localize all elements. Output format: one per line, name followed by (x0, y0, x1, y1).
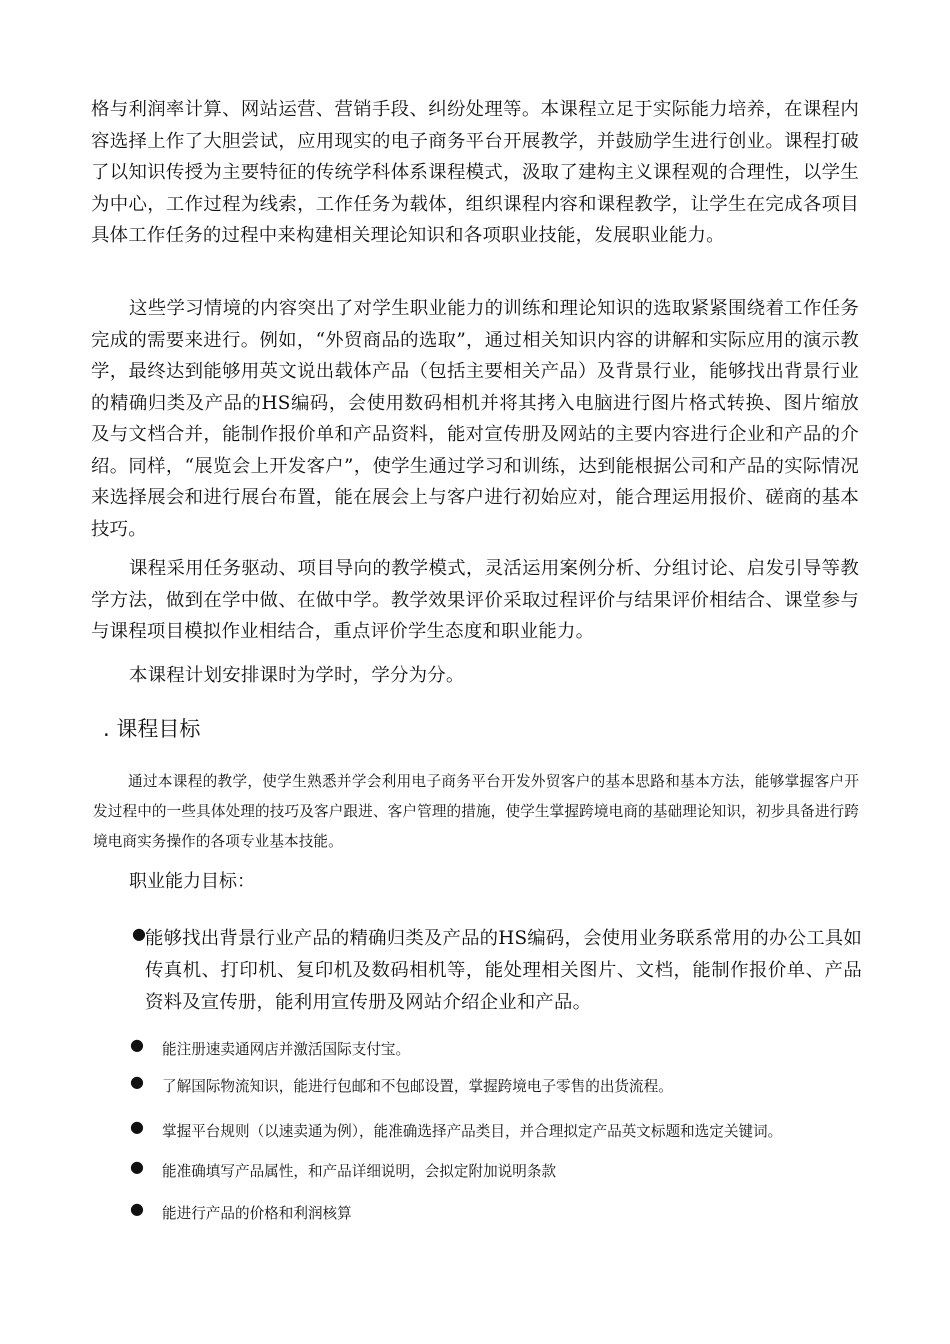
goal-item-text: 能够找出背景行业产品的精确归类及产品的HS编码，会使用业务联系常用的办公工具如传真机、打印机、复印机及数码相机等，能处理相关图片、文档，能制作报价单、产品资料及宣传册，能利用宣传册及网站介绍企业和产品。 (145, 928, 862, 1013)
bullet-icon: ● (132, 924, 147, 943)
goal-item-text: 掌握平台规则（以速卖通为例），能准确选择产品类目，并合理拟定产品英文标题和选定关键词。 (162, 1123, 783, 1140)
section-heading-course-goals: . 课程目标 (103, 717, 201, 741)
goal-item-text: 了解国际物流知识，能进行包邮和不包邮设置，掌握跨境电子零售的出货流程。 (162, 1078, 673, 1095)
goal-item-text: 能准确填写产品属性，和产品详细说明，会拟定附加说明条款 (162, 1163, 557, 1180)
goal-list-item (130, 1201, 870, 1227)
bullet-icon: ● (130, 1072, 144, 1091)
paragraph-hours-credits: 本课程计划安排课时为学时，学分为分。 (129, 665, 465, 686)
goal-item-text: 能进行产品的价格和利润核算 (162, 1205, 352, 1222)
paragraph-course-overview: 格与利润率计算、网站运营、营销手段、纠纷处理等。本课程立足于实际能力培养，在课程内容选择上作了大胆尝试，应用现实的电子商务平台开展教学，并鼓励学生进行创业。课程打破了以知识传授为主要特征的传统学科体系课程模式，汲取了建构主义课程观的合理性，以学生为中心，工作过程为线索，工作任务为载体，组织课程内容和课程教学，让学生在完成各项目具体工作任务的过程中来构建相关理论知识和各项职业技能，发展职业能力。 (91, 99, 859, 246)
bullet-icon: ● (130, 1157, 144, 1176)
goal-list-item (130, 1159, 870, 1185)
goal-item-text: 能注册速卖通网店并激活国际支付宝。 (162, 1041, 411, 1058)
paragraph-teaching-mode: 课程采用任务驱动、项目导向的教学模式，灵活运用案例分析、分组讨论、启发引导等教学方法，做到在学中做、在做中学。教学效果评价采取过程评价与结果评价相结合、课堂参与与课程项目模拟作业相结合，重点评价学生态度和职业能力。 (91, 558, 859, 642)
paragraph-goals-intro: 通过本课程的教学，使学生熟悉并学会利用电子商务平台开发外贸客户的基本思路和基本方法，能够掌握客户开发过程中的一些具体处理的技巧及客户跟进、客户管理的措施，使学生掌握跨境电商的基础理论知识，初步具备进行跨境电商实务操作的各项专业基本技能。 (93, 773, 859, 850)
paragraph-learning-situations: 这些学习情境的内容突出了对学生职业能力的训练和理论知识的选取紧紧围绕着工作任务完成的需要来进行。例如，“外贸商品的选取”，通过相关知识内容的讲解和实际应用的演示教学，最终达到能够用英文说出载体产品（包括主要相关产品）及背景行业，能够找出背景行业的精确归类及产品的HS编码，会使用数码相机并将其拷入电脑进行图片格式转换、图片缩放及与文档合并，能制作报价单和产品资料，能对宣传册及网站的主要内容进行企业和产品的介绍。同样，“展览会上开发客户”，使学生通过学习和训练，达到能根据公司和产品的实际情况来选择展会和进行展台布置，能在展会上与客户进行初始应对，能合理运用报价、磋商的基本技巧。 (91, 298, 859, 540)
bullet-icon: ● (130, 1035, 144, 1054)
bullet-icon: ● (130, 1199, 144, 1218)
goal-list-item (130, 1119, 870, 1145)
label-professional-ability-goals: 职业能力目标： (129, 871, 255, 892)
goal-item-main (132, 923, 862, 1019)
bullet-icon: ● (130, 1117, 144, 1136)
goal-list-item (130, 1074, 870, 1100)
goal-list-item (130, 1037, 870, 1063)
